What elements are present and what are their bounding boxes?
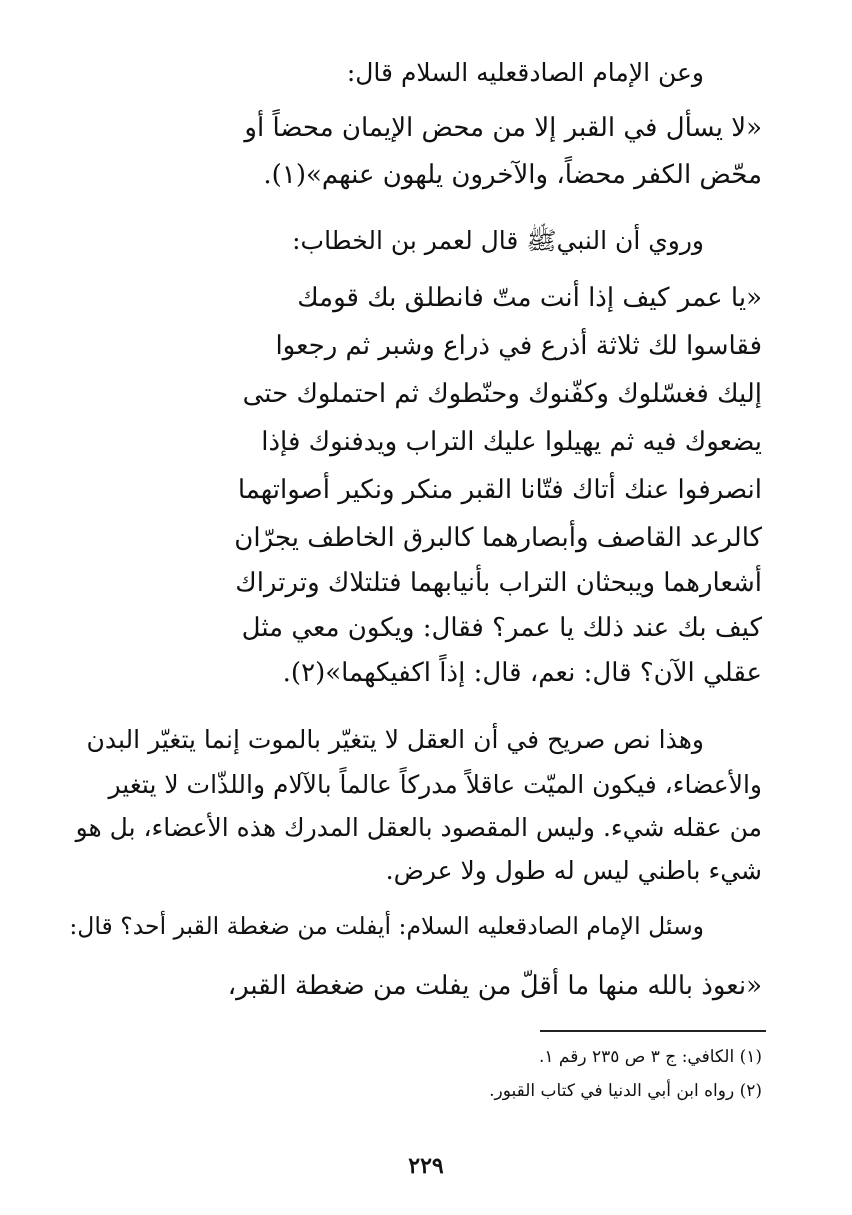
quote-line: كيف بك عند ذلك يا عمر؟ فقال: ويكون معي مثل [241,613,762,643]
quote-line: محّض الكفر محضاً، والآخرون يلهون عنهم»(١). [263,160,762,190]
quote-line: «لا يسأل في القبر إلا من محض الإيمان محضاً أو [244,113,762,143]
page-number: ٢٢٩ [408,1153,444,1179]
quote-line: أشعارهما ويبحثان التراب بأنيابهما فتلتلاك وترتراك [235,568,762,598]
quote-line: «يا عمر كيف إذا أنت متّ فانطلق بك قومك [297,283,762,313]
footnote: (١) الكافي: ج ٣ ص ٢٣٥ رقم ١. [538,1047,762,1067]
quote-line: عقلي الآن؟ قال: نعم، قال: إذاً اكفيكهما»(٢). [282,658,762,688]
footnote: (٢) رواه ابن أبي الدنيا في كتاب القبور. [489,1081,762,1101]
text-line: شيء باطني ليس له طول ولا عرض. [385,856,762,885]
text-line: وروي أن النبيﷺ قال لعمر بن الخطاب: [292,226,704,255]
text-line: وسئل الإمام الصادقعليه السلام: أيفلت من ضغطة القبر أحد؟ قال: [69,912,704,940]
quote-line: فقاسوا لك ثلاثة أذرع في ذراع وشبر ثم رجعوا [275,331,762,361]
text-line: والأعضاء، فيكون الميّت عاقلاً مدركاً عالماً بالآلام واللذّات لا يتغير [108,770,762,799]
quote-line: إليك فغسّلوك وكفّنوك وحنّطوك ثم احتملوك حتى [242,379,762,409]
quote-line: «نعوذ بالله منها ما أقلّ من يفلت من ضغطة القبر، [227,971,762,1001]
quote-line: كالرعد القاصف وأبصارهما كالبرق الخاطف يجرّان [234,523,762,553]
text-line: وعن الإمام الصادقعليه السلام قال: [346,58,704,87]
quote-line: انصرفوا عنك أتاك فتّانا القبر منكر ونكير أصواتهما [237,475,762,505]
footnote-divider [540,1030,766,1032]
quote-line: يضعوك فيه ثم يهيلوا عليك التراب ويدفنوك فإذا [261,427,762,457]
text-line: وهذا نص صريح في أن العقل لا يتغيّر بالموت إنما يتغيّر البدن [86,725,704,754]
text-line: من عقله شيء. وليس المقصود بالعقل المدرك هذه الأعضاء، بل هو [75,813,762,842]
